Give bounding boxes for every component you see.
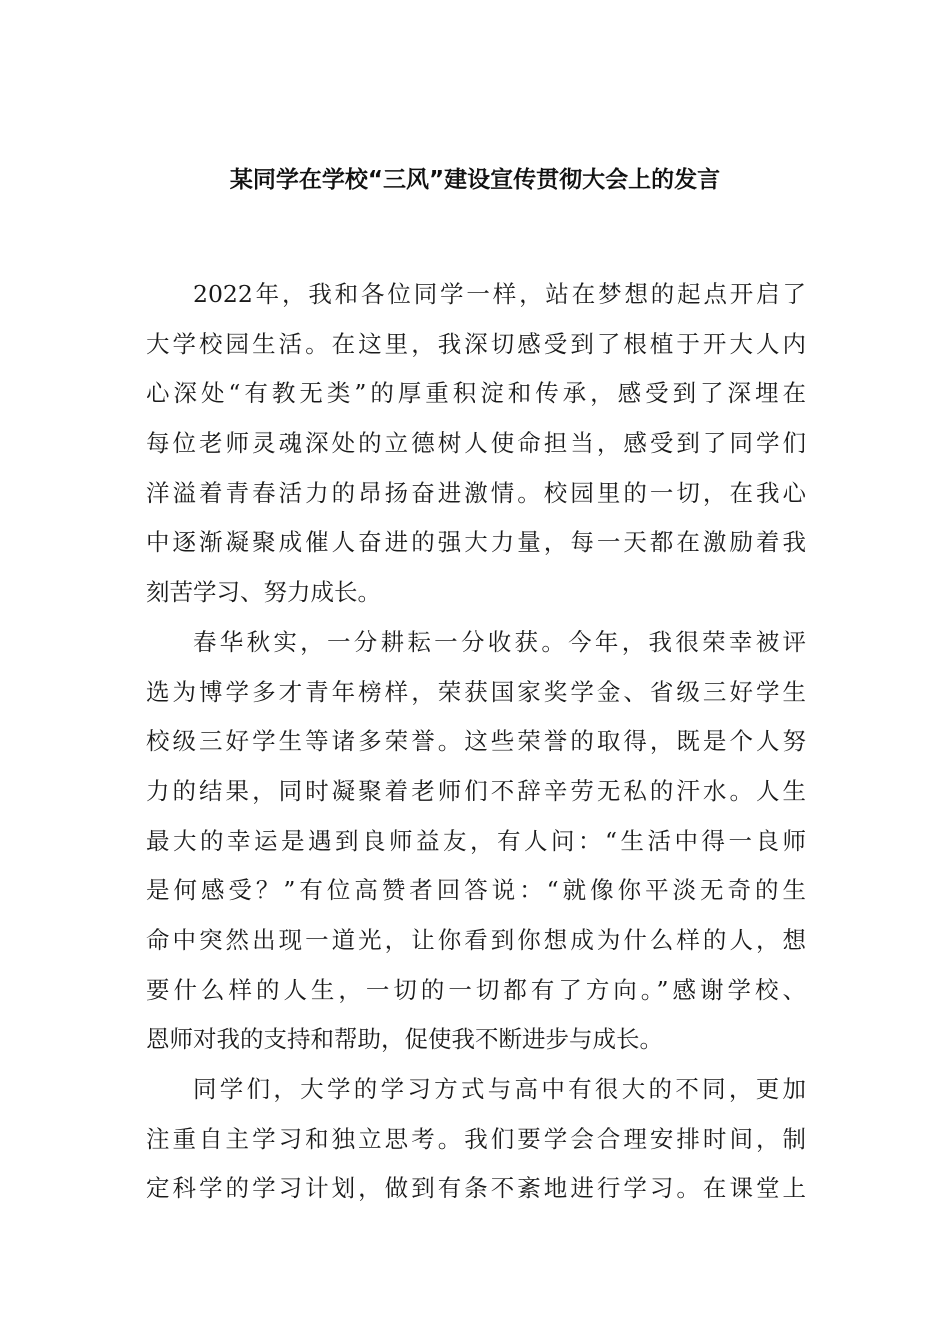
paragraph-3-line-1: 同学们，大学的学习方式与高中有很大的不同，更加 [193, 1075, 806, 1103]
paragraph-2-line-9: 恩师对我的支持和帮助，促使我不断进步与成长。 [146, 1025, 663, 1054]
paragraph-1-line-5: 洋溢着青春活力的昂扬奋进激情。校园里的一切，在我心 [146, 478, 806, 507]
paragraph-2-line-3: 校级三好学生等诸多荣誉。这些荣誉的取得，既是个人努 [146, 727, 806, 756]
paragraph-2-line-1: 春华秋实，一分耕耘一分收获。今年，我很荣幸被评 [193, 627, 806, 656]
paragraph-2-line-7: 命中突然出现一道光，让你看到你想成为什么样的人，想 [146, 925, 806, 954]
paragraph-1-line-7: 刻苦学习、努力成长。 [146, 578, 381, 607]
paragraph-2-line-8: 要什么样的人生，一切的一切都有了方向。”感谢学校、 [146, 975, 806, 1004]
paragraph-1-line-3: 心深处“有教无类”的厚重积淀和传承，感受到了深埋在 [146, 379, 806, 408]
paragraph-1-line-2: 大学校园生活。在这里，我深切感受到了根植于开大人内 [146, 329, 806, 358]
paragraph-2-line-6: 是何感受？”有位高赞者回答说：“就像你平淡无奇的生 [146, 876, 806, 905]
paragraph-3-line-2: 注重自主学习和独立思考。我们要学会合理安排时间，制 [146, 1124, 806, 1153]
document-body [146, 270, 806, 1214]
paragraph-1-line-4: 每位老师灵魂深处的立德树人使命担当，感受到了同学们 [146, 429, 806, 458]
paragraph-2-line-2: 选为博学多才青年榜样，荣获国家奖学金、省级三好学生 [146, 677, 806, 706]
paragraph-1-line-1: 2022年，我和各位同学一样，站在梦想的起点开启了 [193, 280, 806, 308]
paragraph-2-line-5: 最大的幸运是遇到良师益友，有人问：“生活中得一良师 [146, 826, 806, 855]
paragraph-1-line-6: 中逐渐凝聚成催人奋进的强大力量，每一天都在激励着我 [146, 528, 806, 557]
paragraph-2-line-4: 力的结果，同时凝聚着老师们不辞辛劳无私的汗水。人生 [146, 776, 806, 805]
paragraph-3-line-3: 定科学的学习计划，做到有条不紊地进行学习。在课堂上 [146, 1174, 806, 1203]
document-title: 某同学在学校“三风”建设宣传贯彻大会上的发言 [229, 167, 721, 193]
